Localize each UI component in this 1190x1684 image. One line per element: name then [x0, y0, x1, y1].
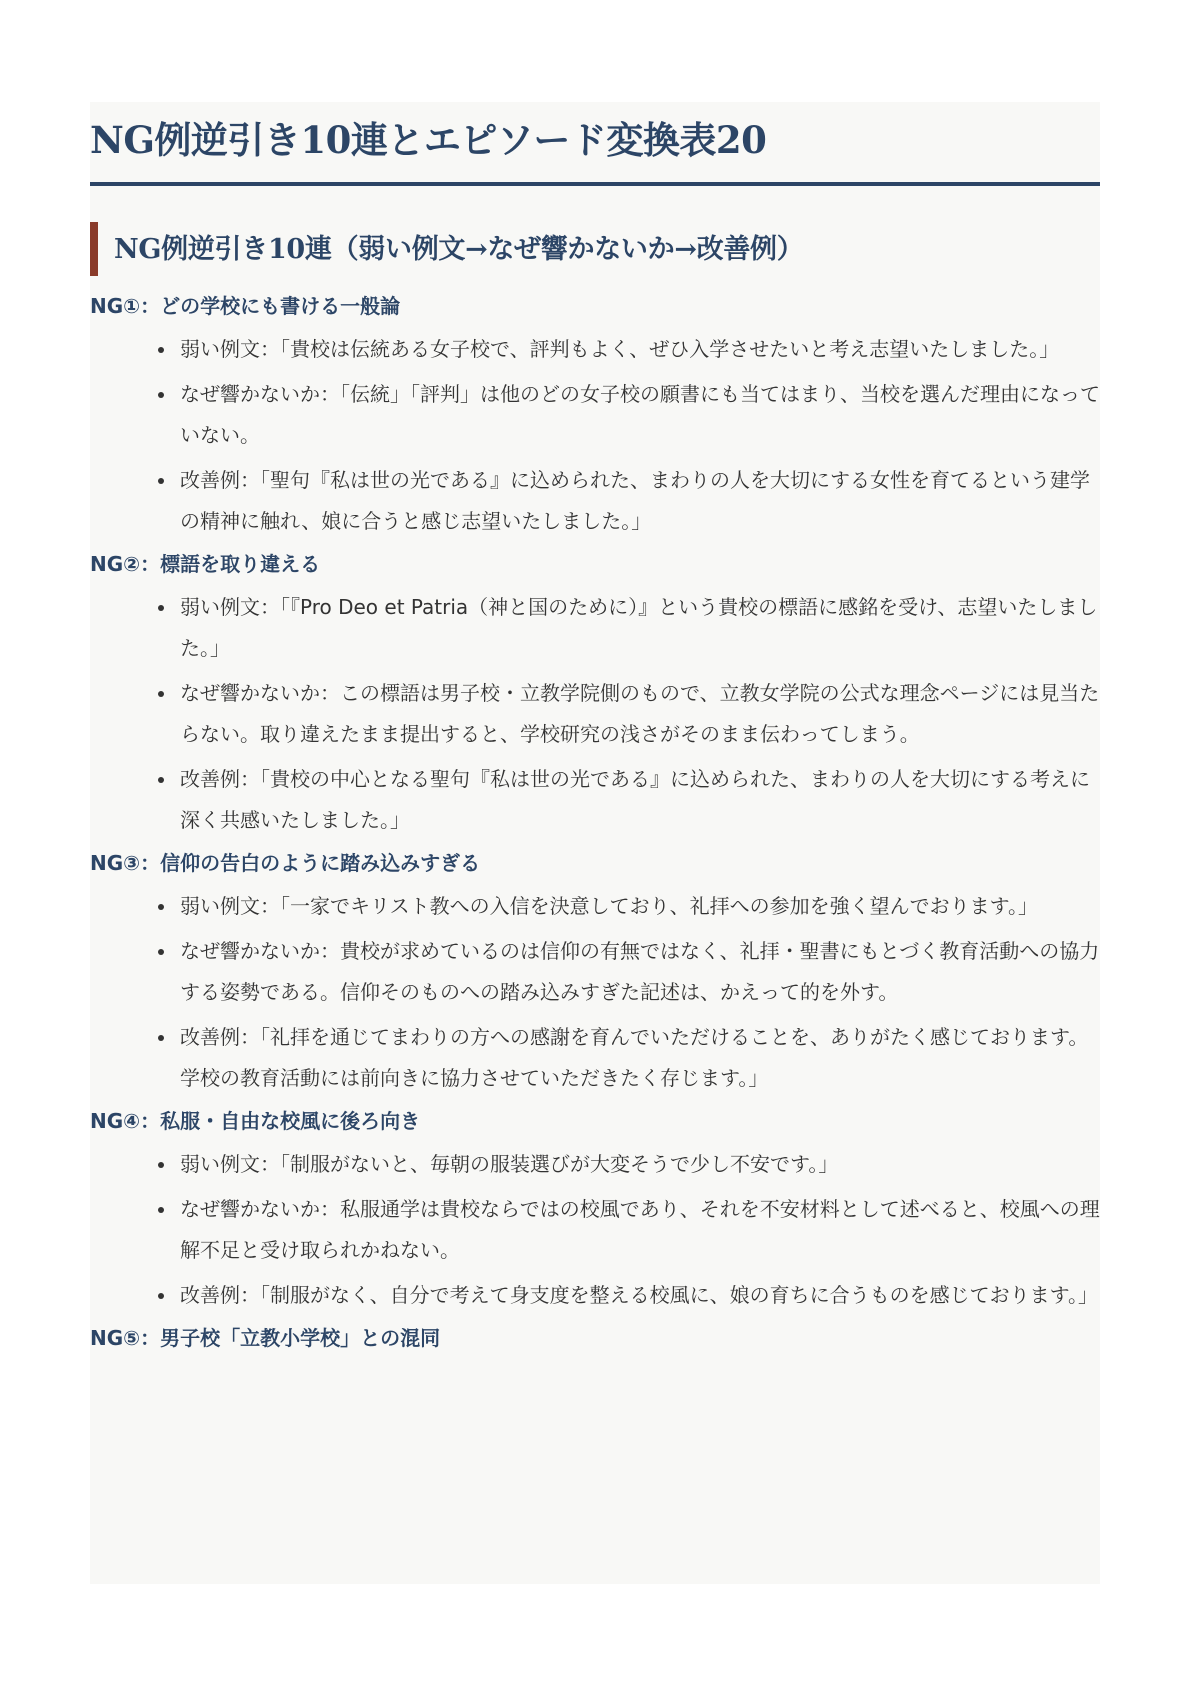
- section-ng-list: [90, 222, 1100, 1348]
- list-item: [156, 374, 1100, 456]
- list-item-text: なぜ響かないか：「伝統」「評判」は他のどの女子校の願書にも当てはまり、当校を選んだ理由になっていない。: [180, 382, 1100, 447]
- ng-block: [90, 853, 1100, 1099]
- ng-block: [90, 296, 1100, 542]
- bullet-icon: [158, 1207, 164, 1213]
- ng-list: [90, 1144, 1100, 1316]
- section-heading: [90, 222, 1100, 276]
- bullet-icon: [158, 1162, 164, 1168]
- bullet-icon: [158, 777, 164, 783]
- list-item-text: 弱い例文：「貴校は伝統ある女子校で、評判もよく、ぜひ入学させたいと考え志望いたしました。」: [180, 337, 1060, 361]
- page-title: NG例逆引き10連とエピソード変換表20: [90, 117, 767, 162]
- section-heading-text: NG例逆引き10連（弱い例文→なぜ響かないか→改善例）: [114, 233, 804, 265]
- list-item: [156, 673, 1100, 755]
- list-item-text: 弱い例文：「制服がないと、毎朝の服装選びが大変そうで少し不安です。」: [180, 1152, 839, 1176]
- list-item-text: 改善例：「貴校の中心となる聖句『私は世の光である』に込められた、まわりの人を大切にする考えに深く共感いたしました。」: [180, 767, 1090, 832]
- list-item: [156, 759, 1100, 841]
- list-item: [156, 460, 1100, 542]
- ng-title: NG④：私服・自由な校風に後ろ向き: [90, 1109, 421, 1133]
- ng-list: [90, 329, 1100, 542]
- title-block: [90, 102, 1100, 186]
- ng-block: [90, 1111, 1100, 1316]
- list-item: [156, 1275, 1100, 1316]
- list-item-text: 改善例：「聖句『私は世の光である』に込められた、まわりの人を大切にする女性を育てるという建学の精神に触れ、娘に合うと感じ志望いたしました。」: [180, 468, 1090, 533]
- bullet-icon: [158, 1293, 164, 1299]
- list-item-text: 弱い例文：「一家でキリスト教への入信を決意しており、礼拝への参加を強く望んでおります。」: [180, 894, 1038, 918]
- list-item: [156, 886, 1100, 927]
- ng-title: NG⑤：男子校「立教小学校」との混同: [90, 1326, 441, 1350]
- list-item: [156, 931, 1100, 1013]
- bullet-icon: [158, 904, 164, 910]
- list-item: [156, 329, 1100, 370]
- list-item-text: 改善例：「制服がなく、自分で考えて身支度を整える校風に、娘の育ちに合うものを感じております。」: [180, 1283, 1098, 1307]
- bullet-icon: [158, 605, 164, 611]
- ng-title: NG①：どの学校にも書ける一般論: [90, 294, 401, 318]
- ng-block: [90, 1328, 1100, 1348]
- bullet-icon: [158, 347, 164, 353]
- ng-title: NG②：標語を取り違える: [90, 552, 321, 576]
- ng-title: NG③：信仰の告白のように踏み込みすぎる: [90, 851, 481, 875]
- bullet-icon: [158, 1035, 164, 1041]
- ng-list: [90, 886, 1100, 1099]
- list-item-text: 弱い例文：「『Pro Deo et Patria（神と国のために）』という貴校の標語に感銘を受け、志望いたしました。」: [180, 595, 1098, 660]
- list-item-text: なぜ響かないか：私服通学は貴校ならではの校風であり、それを不安材料として述べると、校風への理解不足と受け取られかねない。: [180, 1197, 1100, 1262]
- list-item: [156, 1144, 1100, 1185]
- list-item: [156, 1189, 1100, 1271]
- list-item: [156, 1017, 1100, 1099]
- bullet-icon: [158, 392, 164, 398]
- bullet-icon: [158, 949, 164, 955]
- bullet-icon: [158, 478, 164, 484]
- list-item-text: なぜ響かないか：貴校が求めているのは信仰の有無ではなく、礼拝・聖書にもとづく教育活動への協力する姿勢である。信仰そのものへの踏み込みすぎた記述は、かえって的を外す。: [180, 939, 1100, 1004]
- list-item: [156, 587, 1100, 669]
- document-page: [90, 102, 1100, 1584]
- list-item-text: 改善例：「礼拝を通じてまわりの方への感謝を育んでいただけることを、ありがたく感じております。学校の教育活動には前向きに協力させていただきたく存じます。」: [180, 1025, 1089, 1090]
- bullet-icon: [158, 691, 164, 697]
- ng-list: [90, 587, 1100, 841]
- ng-block: [90, 554, 1100, 841]
- list-item-text: なぜ響かないか：この標語は男子校・立教学院側のもので、立教女学院の公式な理念ページには見当たらない。取り違えたまま提出すると、学校研究の浅さがそのまま伝わってしまう。: [180, 681, 1100, 746]
